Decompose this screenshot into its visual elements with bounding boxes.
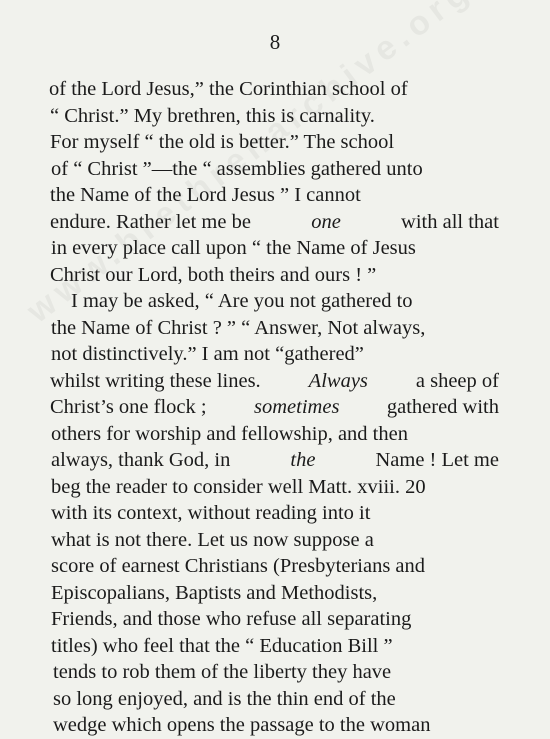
- text-line: Episcopalians, Baptists and Methodists,: [51, 581, 378, 604]
- text-line: others for worship and fellowship, and then: [51, 422, 408, 445]
- page-number: 8: [269, 30, 281, 54]
- text-line: score of earnest Christians (Presbyterians and: [51, 555, 426, 577]
- text-line: I may be asked, “ Are you not gathered to: [71, 290, 413, 312]
- text-line: Friends, and those who refuse all separating: [51, 608, 412, 630]
- text-line: the Name of Christ ? ” “ Answer, Not always,: [51, 316, 426, 339]
- text-line: beg the reader to consider well Matt. xviii. 20: [51, 475, 426, 498]
- text-line: what is not there. Let us now suppose a: [51, 528, 374, 551]
- text-line: titles) who feel that the “ Education Bill ”: [51, 634, 393, 657]
- text-line: For myself “ the old is better.” The school: [50, 131, 395, 153]
- text-line: of the Lord Jesus,” the Corinthian school of: [49, 78, 408, 100]
- text-line: with its context, without reading into it: [51, 502, 371, 524]
- text-line: so long enjoyed, and is the thin end of the: [53, 687, 396, 710]
- text-line: wedge which opens the passage to the woman: [53, 714, 431, 736]
- text-line: of “ Christ ”—the “ assemblies gathered unto: [51, 157, 423, 180]
- text-line: the Name of the Lord Jesus ” I cannot: [50, 184, 361, 206]
- text-line: always, thank God, in the Name ! Let me: [51, 449, 499, 471]
- text-line: in every place call upon “ the Name of Jesus: [51, 237, 416, 259]
- text-line: tends to rob them of the liberty they have: [53, 661, 392, 683]
- text-line: whilst writing these lines. Always a sheep of: [50, 369, 499, 392]
- body-text: [49, 76, 499, 739]
- text-line: “ Christ.” My brethren, this is carnality.: [50, 104, 375, 127]
- text-line: not distinctively.” I am not “gathered”: [51, 343, 364, 365]
- text-line: endure. Rather let me be one with all that: [50, 210, 499, 233]
- text-line: Christ’s one flock ; sometimes gathered with: [50, 396, 499, 418]
- text-line: Christ our Lord, both theirs and ours ! ”: [50, 263, 377, 286]
